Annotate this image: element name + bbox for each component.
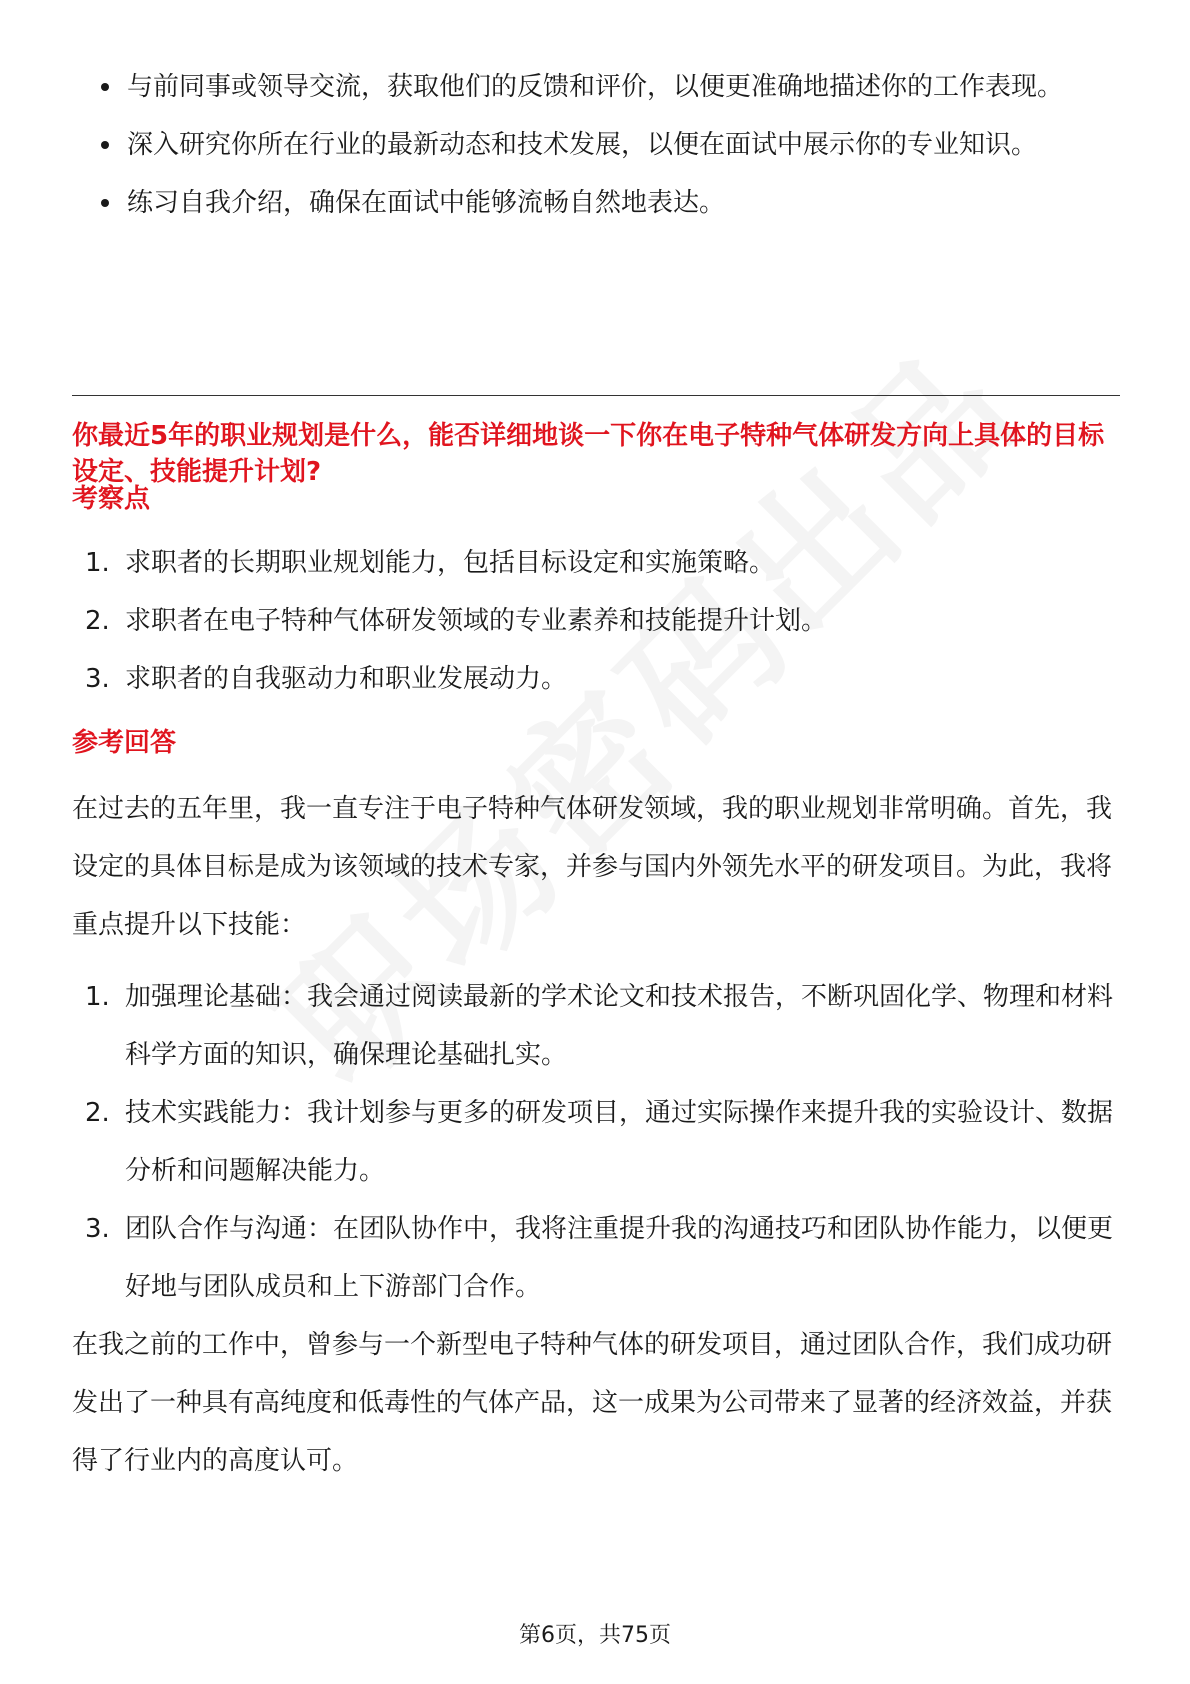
list-item: 练习自我介绍，确保在面试中能够流畅自然地表达。 xyxy=(95,174,1115,232)
list-item: 3. 求职者的自我驱动力和职业发展动力。 xyxy=(85,664,568,694)
list-item: 2. 技术实践能力：我计划参与更多的研发项目，通过实际操作来提升我的实验设计、数据分析和问题解决能力。 xyxy=(85,1098,1114,1186)
answer-closing: 在我之前的工作中，曾参与一个新型电子特种气体的研发项目，通过团队合作，我们成功研发出了一种具有高纯度和低毒性的气体产品，这一成果为公司带来了显著的经济效益，并获得了行业内的高度认可。 xyxy=(72,1330,1113,1476)
question-heading: 你最近5年的职业规划是什么，能否详细地谈一下你在电子特种气体研发方向上具体的目标设定、技能提升计划? xyxy=(72,421,1105,487)
focus-heading: 考察点 xyxy=(72,484,151,514)
answer-heading: 参考回答 xyxy=(72,728,177,758)
list-item: 2. 求职者在电子特种气体研发领域的专业素养和技能提升计划。 xyxy=(85,606,828,636)
page-number: 第6页，共75页 xyxy=(519,1623,671,1648)
focus-list xyxy=(85,534,1125,708)
list-item: 1. 求职者的长期职业规划能力，包括目标设定和实施策略。 xyxy=(85,548,776,578)
bullet-icon xyxy=(101,141,109,149)
answer-intro: 在过去的五年里，我一直专注于电子特种气体研发领域，我的职业规划非常明确。首先，我设定的具体目标是成为该领域的技术专家，并参与国内外领先水平的研发项目。为此，我将重点提升以下技能： xyxy=(72,794,1113,940)
tips-list xyxy=(95,58,1115,232)
list-item: 1. 加强理论基础：我会通过阅读最新的学术论文和技术报告，不断巩固化学、物理和材料科学方面的知识，确保理论基础扎实。 xyxy=(85,982,1114,1070)
answer-list xyxy=(85,968,1125,1316)
list-item: 深入研究你所在行业的最新动态和技术发展，以便在面试中展示你的专业知识。 xyxy=(95,116,1115,174)
list-item: 与前同事或领导交流，获取他们的反馈和评价，以便更准确地描述你的工作表现。 xyxy=(95,58,1115,116)
list-item: 3. 团队合作与沟通：在团队协作中，我将注重提升我的沟通技巧和团队协作能力，以便更好地与团队成员和上下游部门合作。 xyxy=(85,1214,1114,1302)
bullet-icon xyxy=(101,199,109,207)
bullet-icon xyxy=(101,83,109,91)
section-divider xyxy=(72,395,1120,396)
